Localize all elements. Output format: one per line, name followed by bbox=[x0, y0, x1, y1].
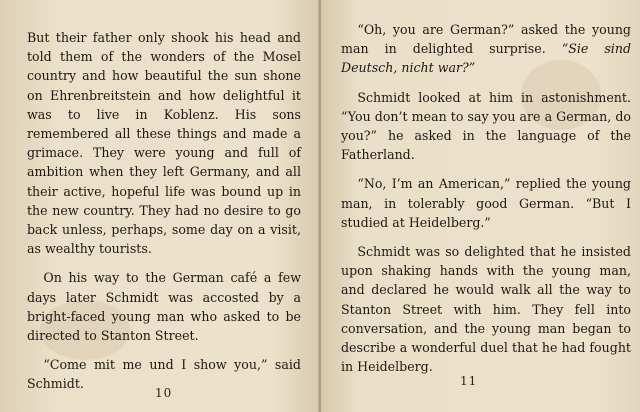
left-paragraph-2: On his way to the German café a few days later Schmidt was accosted by a bright-faced young man who asked to be directed to Stanton Street. bbox=[27, 270, 301, 344]
right-paragraph-1-text: “Oh, you are German?” asked the young man in delighted surprise. bbox=[341, 22, 631, 57]
left-page bbox=[0, 0, 319, 412]
left-paragraph-3: “Come mit me und I show you,” said Schmidt. bbox=[27, 357, 301, 392]
left-paragraph-1: But their father only shook his head and told them of the wonders of the Mosel country and how beautiful the sun shone on Ehrenbreitstein and how delightful it was to live in Koblenz. His sons remembered all these things and made a grimace. They were young and full of ambition when they left Germany, and all their active, hopeful life was bound up in the new country. They had no desire to go back unless, perhaps, some day on a visit, as wealthy tourists. bbox=[27, 30, 301, 257]
left-page-text bbox=[27, 28, 301, 404]
right-paragraph-2: Schmidt looked at him in astonishment. “You don’t mean to say you are a German, do you?” he asked in the language of the Fatherland. bbox=[341, 89, 631, 163]
right-page-text bbox=[341, 20, 631, 386]
right-paragraph-4: Schmidt was so delighted that he insisted upon shaking hands with the young man, and declared he would walk all the way to Stanton Street with him. They fell into conversation, and the young man began to describe a wonderful duel that he had fought in Heidelberg. bbox=[341, 244, 631, 375]
right-page-number: 11 bbox=[460, 374, 478, 388]
right-paragraph-1 bbox=[341, 20, 631, 78]
right-paragraph-3: “No, I’m an American,” replied the young man, in tolerably good German. “But I studied at Heidelberg.” bbox=[341, 176, 631, 230]
right-page bbox=[321, 0, 640, 412]
right-paragraph-1-german: “Sie sind Deutsch, nicht war?” bbox=[341, 41, 632, 76]
left-page-number: 10 bbox=[155, 386, 173, 400]
